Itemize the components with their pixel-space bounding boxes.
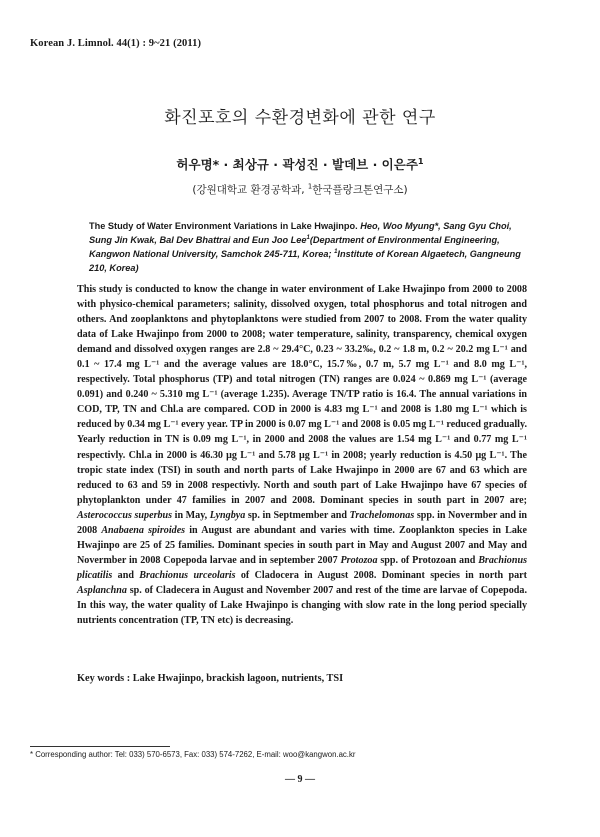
korean-title: 화진포호의 수환경변화에 관한 연구 xyxy=(164,108,436,128)
english-affiliation-sup: 1 xyxy=(334,249,338,256)
abstract-text-9: sp. of Cladecera in August and November 2007 and rest of the time are larvae of Copepoda. In this way, the water quality of Lake Hwajinpo is changing with slow rate in the long period specially nutrients concentration (TP, TN etc) is decreasing. xyxy=(77,584,527,627)
abstract-text-3: sp. in Septmember and xyxy=(245,509,350,521)
page-number: — 9 — xyxy=(285,774,315,785)
english-authors: Heo, Woo Myung*, Sang Gyu Choi, Sung Jin Kwak, Bal Dev Bhattrai and Eun Joo Lee xyxy=(89,221,512,246)
journal-header: Korean J. Limnol. 44(1) : 9~21 (2011) xyxy=(30,38,202,49)
species-brachionus-urceolaris: Brachionus urceolaris xyxy=(139,569,236,581)
abstract-text-8: of Cladocera in August 2008. Dominant species in north part xyxy=(235,569,527,581)
korean-affiliation-part1: (강원대학교 환경공학과, xyxy=(192,184,308,196)
english-authors-sup: 1 xyxy=(306,235,310,242)
korean-affiliation-part2: 한국플랑크톤연구소) xyxy=(312,184,408,196)
keywords: Key words : Lake Hwajinpo, brackish lagoon, nutrients, TSI xyxy=(77,673,344,684)
korean-affiliation-sup: 1 xyxy=(307,182,313,191)
species-brachionus-plicatilis: Brachionus plicatilis xyxy=(77,554,527,581)
english-title-block xyxy=(89,219,535,275)
species-asterococcus: Asterococcus superbus xyxy=(77,509,173,521)
korean-authors xyxy=(0,155,600,173)
species-protozoa: Protozoa xyxy=(340,554,378,566)
abstract-text-4: spp. in Novermber and in 2008 xyxy=(77,509,527,536)
korean-authors-text: 허우명* · 최상규 · 곽성진 · 발데브 · 이은주 xyxy=(176,157,418,172)
abstract-text-7: and xyxy=(112,569,140,581)
footnote-corresponding-author: * Corresponding author: Tel: 033) 570-6573, Fax: 033) 574-7262, E-mail: woo@kangwon.ac.kr xyxy=(30,750,356,759)
species-asplanchna: Asplanchna xyxy=(77,584,127,596)
english-affiliation-a: (Department of Environmental Engineering, Kangwon National University, Samchok 245-711, Korea; xyxy=(89,235,500,260)
korean-affiliation xyxy=(0,182,600,197)
korean-authors-sup: 1 xyxy=(417,155,424,166)
abstract-text-1: This study is conducted to know the change in water environment of Lake Hwajinpo from 2000 to 2008 with physico-chemical parameters; salinity, dissolved oxygen, total phosphorus and total nitrogen and others. And zooplanktons and phytoplanktons were studied from 2007 to 2008. From the water quality data of Lake Hwajinpo from 2000 to 2008; water temperature, salinity, transparency, chemical oxygen demand and dissolved oxygen ranges are 2.8 ~ 29.4°C, 0.23 ~ 33.2‰, 0.2 ~ 1.8 m, 0.2 ~ 20.2 mg L⁻¹ and 0.1 ~ 17.4 mg L⁻¹ and the average values are 18.0°C, 15.7‰, 0.7 m, 5.7 mg L⁻¹ and 8.0 mg L⁻¹, respectively. Total phosphorus (TP) and total nitrogen (TN) ranges are 0.024 ~ 0.869 mg L⁻¹ (average 0.091) and 0.240 ~ 5.310 mg L⁻¹ (average 1.235). Average TN/TP ratio is 16.4. The annual variations in COD, TP, TN and Chl.a are compared. COD in 2000 is 4.83 mg L⁻¹ and 2008 is 1.80 mg L⁻¹ which is reduced by 0.34 mg L⁻¹ every year. TP in 2000 is 0.07 mg L⁻¹ and 2008 is 0.05 mg L⁻¹ reduced gradually. Yearly reduction in TN is 0.09 mg L⁻¹, in 2000 and 2008 the values are 1.54 mg L⁻¹ and 0.77 mg L⁻¹ respectivly. Chl.a in 2000 is 46.30 μg L⁻¹ and 5.78 μg L⁻¹ in 2008; yearly reduction is 4.50 μg L⁻¹. The tropic state index (TSI) in south and north parts of Lake Hwajinpo in 2000 are 67 and 63 which are reduced to 63 and 59 in 2008 respectivly. North and south part of Lake Hwajinpo have 67 species of phytoplankton under 47 families in 2007 and 2008. Dominant species in south part in 2007 are; xyxy=(77,284,527,506)
footnote-divider xyxy=(30,746,170,747)
english-affiliation-b: Institute of Korean Algaetech, Gangneung 210, Korea) xyxy=(89,249,521,274)
english-title: The Study of Water Environment Variations in Lake Hwajinpo. xyxy=(89,221,358,231)
abstract-text-2: in May, xyxy=(172,509,210,521)
species-lyngbya: Lyngbya xyxy=(209,509,246,521)
abstract-text-6: spp. of Protozoan and xyxy=(377,554,479,566)
species-trachelomonas: Trachelomonas xyxy=(349,509,415,521)
abstract-text-5: in August are abundant and varies with time. Zooplankton species in Lake Hwajinpo are 25 of 25 families. Dominant species in south part in May and August 2007 and May and Novermber in 2008 Copepoda larvae and in september 2007 xyxy=(77,524,527,566)
abstract xyxy=(77,282,527,628)
species-anabaena: Anabaena spiroides xyxy=(101,524,186,536)
